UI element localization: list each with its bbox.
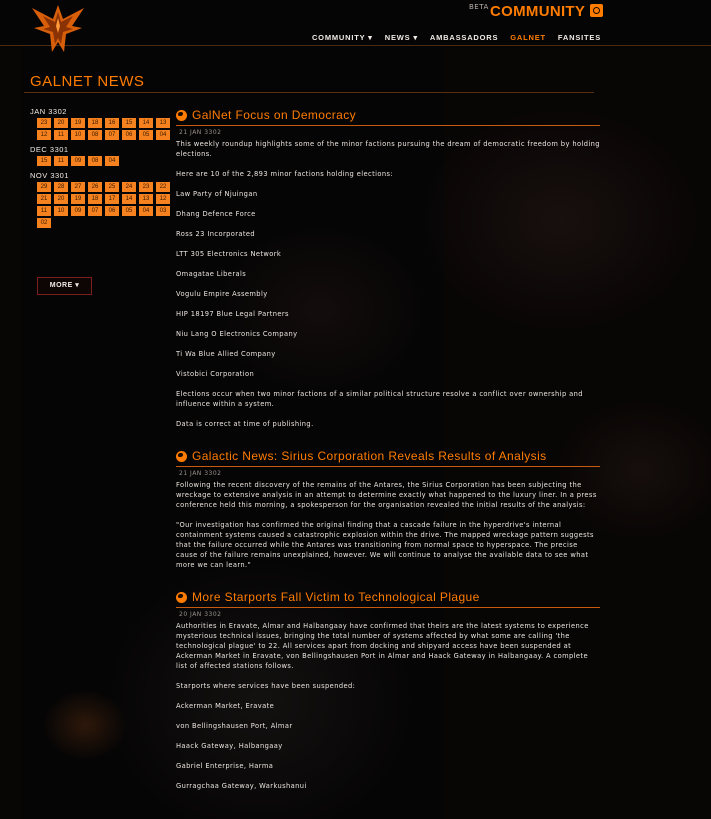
- article-paragraph: Following the recent discovery of the remains of the Antares, the Sirius Corporation has been subjecting the wreckage to extensive analysis in an attempt to determine exactly what happened to the luxury liner. In a press conference held this morning, a spokesperson for the organisation revealed the initial results of the analysis:: [176, 481, 597, 509]
- article-date: 20 JAN 3302: [179, 611, 222, 618]
- article-paragraph: Law Party of Njuingan: [176, 190, 258, 198]
- article-paragraph: HIP 18197 Blue Legal Partners: [176, 310, 289, 318]
- article-title-link[interactable]: GalNet Focus on Democracy: [192, 108, 357, 122]
- day-link[interactable]: 13: [139, 194, 153, 204]
- day-link[interactable]: 18: [88, 194, 102, 204]
- news-article: [176, 590, 600, 791]
- day-link[interactable]: 04: [105, 156, 119, 166]
- article-paragraph: Ti Wa Blue Allied Company: [176, 350, 276, 358]
- article-date: 21 JAN 3302: [179, 129, 222, 136]
- day-link[interactable]: 25: [105, 182, 119, 192]
- day-link[interactable]: 16: [105, 118, 119, 128]
- globe-icon: [176, 110, 187, 121]
- article-paragraph: von Bellingshausen Port, Almar: [176, 722, 293, 730]
- day-link[interactable]: 09: [71, 206, 85, 216]
- nav-item-ambassadors[interactable]: AMBASSADORS: [429, 33, 499, 42]
- article-paragraph: Vistobici Corporation: [176, 370, 255, 378]
- day-link[interactable]: 08: [88, 130, 102, 140]
- month-label: DEC 3301: [30, 145, 69, 154]
- article-paragraph: Niu Lang O Electronics Company: [176, 330, 298, 338]
- article-header: [176, 590, 600, 608]
- day-link[interactable]: 23: [37, 118, 51, 128]
- article-paragraph: Gurragchaa Gateway, Warkushanui: [176, 782, 307, 790]
- day-link[interactable]: 11: [54, 156, 68, 166]
- day-link[interactable]: 11: [37, 206, 51, 216]
- day-link[interactable]: 10: [54, 206, 68, 216]
- nav-item-news[interactable]: NEWS ▾: [384, 33, 418, 42]
- article-paragraph: Vogulu Empire Assembly: [176, 290, 268, 298]
- community-brand-icon[interactable]: [590, 4, 603, 17]
- article-paragraph: Authorities in Eravate, Almar and Halbangaay have confirmed that theirs are the latest systems to experience mysterious technical issues, bringing the total number of systems affected by what some are calling 'the technological plague' to 22. All services apart from docking and shipyard access have been suspended at Ackerman Market in Eravate, von Bellingshausen Port in Almar and Haack Gateway in Halbangaay. A complete list of affected stations follows.: [176, 622, 589, 670]
- day-link[interactable]: 05: [139, 130, 153, 140]
- article-title-link[interactable]: Galactic News: Sirius Corporation Reveals Results of Analysis: [192, 449, 547, 463]
- nav-item-galnet[interactable]: GALNET: [510, 33, 546, 42]
- article-paragraph: Gabriel Enterprise, Harma: [176, 762, 274, 770]
- article-paragraph: This weekly roundup highlights some of the minor factions pursuing the dream of democratic freedom by holding elections.: [176, 140, 600, 158]
- more-button[interactable]: MORE ▾: [37, 277, 92, 295]
- article-list: [176, 108, 600, 811]
- day-link[interactable]: 04: [156, 130, 170, 140]
- news-article: [176, 108, 600, 429]
- article-paragraph: Omagatae Liberals: [176, 270, 247, 278]
- month-label: NOV 3301: [30, 171, 70, 180]
- day-link[interactable]: 10: [71, 130, 85, 140]
- day-link[interactable]: 29: [37, 182, 51, 192]
- article-paragraph: Elections occur when two minor factions of a similar political structure resolve a conflict over ownership and influence within a system.: [176, 390, 583, 408]
- day-link[interactable]: 09: [71, 156, 85, 166]
- day-link[interactable]: 21: [37, 194, 51, 204]
- day-grid: [37, 182, 167, 228]
- nav-item-community[interactable]: COMMUNITY ▾: [311, 33, 373, 42]
- day-link[interactable]: 08: [88, 156, 102, 166]
- article-paragraph: LTT 305 Electronics Network: [176, 250, 282, 258]
- article-header: [176, 449, 600, 467]
- article-title-link[interactable]: More Starports Fall Victim to Technological Plague: [192, 590, 480, 604]
- day-link[interactable]: 07: [105, 130, 119, 140]
- day-link[interactable]: 17: [105, 194, 119, 204]
- day-link[interactable]: 04: [139, 206, 153, 216]
- title-divider: [24, 92, 594, 93]
- day-link[interactable]: 20: [54, 194, 68, 204]
- day-link[interactable]: 13: [156, 118, 170, 128]
- article-paragraph: "Our investigation has confirmed the original finding that a cascade failure in the hyperdrive's internal containment systems caused a catastrophic explosion within the drive. The mapped wreckage pattern suggests that the failure occurred while the Antares was transitioning from normal space to hyperspace. The precise cause of the failure remains unexplained, however. We will continue to analyse the available data to see what more we can learn.": [176, 521, 594, 569]
- article-paragraph: Data is correct at time of publishing.: [176, 420, 314, 428]
- day-link[interactable]: 26: [88, 182, 102, 192]
- day-link[interactable]: 23: [139, 182, 153, 192]
- article-paragraph: Haack Gateway, Halbangaay: [176, 742, 283, 750]
- day-link[interactable]: 27: [71, 182, 85, 192]
- page-title: GALNET NEWS: [30, 73, 145, 90]
- day-link[interactable]: 19: [71, 194, 85, 204]
- day-link[interactable]: 18: [88, 118, 102, 128]
- day-link[interactable]: 07: [88, 206, 102, 216]
- day-link[interactable]: 06: [105, 206, 119, 216]
- day-link[interactable]: 20: [54, 118, 68, 128]
- main-nav: [312, 33, 601, 42]
- day-link[interactable]: 03: [156, 206, 170, 216]
- day-link[interactable]: 06: [122, 130, 136, 140]
- article-header: [176, 108, 600, 126]
- day-link[interactable]: 15: [37, 156, 51, 166]
- globe-icon: [176, 592, 187, 603]
- article-paragraph: Ross 23 Incorporated: [176, 230, 256, 238]
- site-header: [0, 0, 711, 46]
- article-paragraph: Ackerman Market, Eravate: [176, 702, 275, 710]
- day-link[interactable]: 14: [122, 194, 136, 204]
- day-link[interactable]: 15: [122, 118, 136, 128]
- day-link[interactable]: 02: [37, 218, 51, 228]
- day-link[interactable]: 14: [139, 118, 153, 128]
- day-grid: [37, 156, 160, 166]
- day-link[interactable]: 22: [156, 182, 170, 192]
- day-link[interactable]: 05: [122, 206, 136, 216]
- article-paragraph: Here are 10 of the 2,893 minor factions holding elections:: [176, 170, 394, 178]
- day-link[interactable]: 28: [54, 182, 68, 192]
- globe-icon: [176, 451, 187, 462]
- day-link[interactable]: 24: [122, 182, 136, 192]
- beta-label: BETA: [469, 3, 489, 11]
- nav-item-fansites[interactable]: FANSITES: [557, 33, 601, 42]
- article-paragraph: Dhang Defence Force: [176, 210, 256, 218]
- community-brand-title[interactable]: COMMUNITY: [490, 3, 586, 20]
- day-grid: [37, 118, 167, 140]
- article-date: 21 JAN 3302: [179, 470, 222, 477]
- elite-wings-logo-icon[interactable]: [28, 2, 88, 54]
- day-link[interactable]: 11: [54, 130, 68, 140]
- article-paragraph: Starports where services have been suspended:: [176, 682, 356, 690]
- left-backdrop: [0, 46, 22, 819]
- month-label: JAN 3302: [30, 107, 67, 116]
- day-link[interactable]: 12: [156, 194, 170, 204]
- archive-sidebar: [30, 107, 167, 233]
- news-article: [176, 449, 600, 570]
- day-link[interactable]: 12: [37, 130, 51, 140]
- day-link[interactable]: 19: [71, 118, 85, 128]
